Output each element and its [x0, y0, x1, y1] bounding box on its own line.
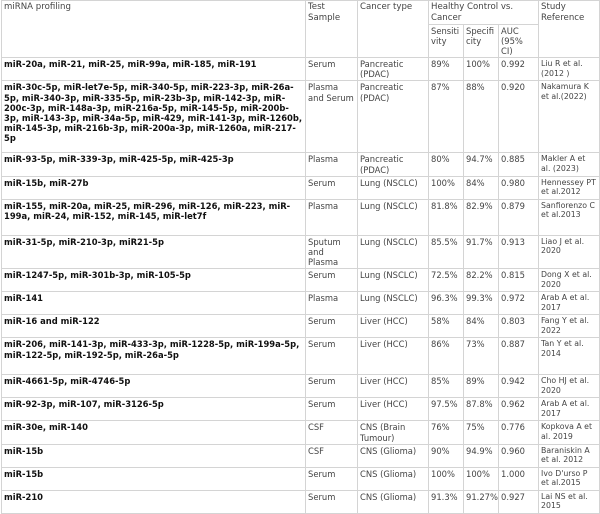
- mirna-profiling-cell: miR-15b: [2, 444, 306, 467]
- cancer-type-cell: Lung (NSCLC): [358, 176, 429, 199]
- table-row: [2, 398, 600, 421]
- specificity-cell: 82.2%: [464, 269, 499, 292]
- cancer-type-cell: Liver (HCC): [358, 338, 429, 375]
- cancer-type-cell: Pancreatic (PDAC): [358, 153, 429, 176]
- cancer-type-cell: CNS (Brain Tumour): [358, 421, 429, 444]
- specificity-cell: 91.7%: [464, 235, 499, 269]
- auc-cell: 0.776: [499, 421, 539, 444]
- study-reference-cell: Tan Y et al. 2014: [539, 338, 600, 375]
- table-row: [2, 235, 600, 269]
- mirna-profiling-cell: miR-92-3p, miR-107, miR-3126-5p: [2, 398, 306, 421]
- study-reference-cell: Baraniskin A et al. 2012: [539, 444, 600, 467]
- table-row: [2, 58, 600, 81]
- table-row: [2, 467, 600, 490]
- study-reference-cell: Arab A et al. 2017: [539, 398, 600, 421]
- sensitivity-cell: 91.3%: [429, 490, 464, 513]
- auc-cell: 0.913: [499, 235, 539, 269]
- cancer-type-cell: CNS (Glioma): [358, 444, 429, 467]
- auc-cell: 1.000: [499, 467, 539, 490]
- mirna-profiling-cell: miR-15b: [2, 467, 306, 490]
- mirna-profiling-cell: miR-16 and miR-122: [2, 315, 306, 338]
- auc-cell: 0.920: [499, 81, 539, 153]
- header-specificity: Specificity: [464, 25, 499, 58]
- test-sample-cell: Serum: [306, 176, 358, 199]
- sensitivity-cell: 58%: [429, 315, 464, 338]
- auc-cell: 0.992: [499, 58, 539, 81]
- sensitivity-cell: 81.8%: [429, 199, 464, 235]
- header-healthy-vs-cancer: Healthy Control vs. Cancer: [429, 1, 539, 25]
- sensitivity-cell: 96.3%: [429, 292, 464, 315]
- cancer-type-cell: Pancreatic (PDAC): [358, 81, 429, 153]
- mirna-profiling-cell: miR-141: [2, 292, 306, 315]
- table-row: [2, 375, 600, 398]
- test-sample-cell: CSF: [306, 444, 358, 467]
- table-row: [2, 199, 600, 235]
- specificity-cell: 94.9%: [464, 444, 499, 467]
- cancer-type-cell: Pancreatic (PDAC): [358, 58, 429, 81]
- table-row: [2, 315, 600, 338]
- sensitivity-cell: 85%: [429, 375, 464, 398]
- mirna-profiling-cell: miR-4661-5p, miR-4746-5p: [2, 375, 306, 398]
- sensitivity-cell: 90%: [429, 444, 464, 467]
- study-reference-cell: Ivo D'urso P et al.2015: [539, 467, 600, 490]
- specificity-cell: 91.27%: [464, 490, 499, 513]
- cancer-type-cell: Lung (NSCLC): [358, 235, 429, 269]
- test-sample-cell: Serum: [306, 398, 358, 421]
- sensitivity-cell: 86%: [429, 338, 464, 375]
- study-reference-cell: Lai NS et al. 2015: [539, 490, 600, 513]
- study-reference-cell: Liu R et al. (2012 ): [539, 58, 600, 81]
- header-mirna-profiling: miRNA profiling: [2, 1, 306, 58]
- table-row: [2, 444, 600, 467]
- header-auc: AUC (95% CI): [499, 25, 539, 58]
- test-sample-cell: Plasma: [306, 199, 358, 235]
- auc-cell: 0.879: [499, 199, 539, 235]
- test-sample-cell: Serum: [306, 269, 358, 292]
- test-sample-cell: Serum: [306, 467, 358, 490]
- mirna-profiling-cell: miR-15b, miR-27b: [2, 176, 306, 199]
- sensitivity-cell: 89%: [429, 58, 464, 81]
- cancer-type-cell: Liver (HCC): [358, 398, 429, 421]
- table-row: [2, 269, 600, 292]
- table-row: [2, 176, 600, 199]
- cancer-type-cell: Lung (NSCLC): [358, 269, 429, 292]
- mirna-profiling-cell: miR-206, miR-141-3p, miR-433-3p, miR-1228-5p, miR-199a-5p, miR-122-5p, miR-192-5p, miR-26a-5p: [2, 338, 306, 375]
- auc-cell: 0.972: [499, 292, 539, 315]
- auc-cell: 0.927: [499, 490, 539, 513]
- specificity-cell: 100%: [464, 467, 499, 490]
- sensitivity-cell: 85.5%: [429, 235, 464, 269]
- sensitivity-cell: 72.5%: [429, 269, 464, 292]
- header-cancer-type: Cancer type: [358, 1, 429, 58]
- specificity-cell: 73%: [464, 338, 499, 375]
- test-sample-cell: Plasma: [306, 292, 358, 315]
- specificity-cell: 84%: [464, 176, 499, 199]
- auc-cell: 0.887: [499, 338, 539, 375]
- table-row: [2, 292, 600, 315]
- auc-cell: 0.803: [499, 315, 539, 338]
- study-reference-cell: Sanfiorenzo C et al.2013: [539, 199, 600, 235]
- sensitivity-cell: 100%: [429, 467, 464, 490]
- header-study-reference: Study Reference: [539, 1, 600, 58]
- test-sample-cell: Sputum and Plasma: [306, 235, 358, 269]
- test-sample-cell: Plasma and Serum: [306, 81, 358, 153]
- study-reference-cell: Cho HJ et al. 2020: [539, 375, 600, 398]
- table-row: [2, 338, 600, 375]
- table-row: [2, 490, 600, 513]
- sensitivity-cell: 97.5%: [429, 398, 464, 421]
- mirna-profiling-table: [1, 0, 600, 514]
- cancer-type-cell: CNS (Glioma): [358, 490, 429, 513]
- auc-cell: 0.942: [499, 375, 539, 398]
- mirna-profiling-cell: miR-155, miR-20a, miR-25, miR-296, miR-126, miR-223, miR-199a, miR-24, miR-152, miR-145, miR-let7f: [2, 199, 306, 235]
- specificity-cell: 99.3%: [464, 292, 499, 315]
- mirna-profiling-cell: miR-210: [2, 490, 306, 513]
- sensitivity-cell: 87%: [429, 81, 464, 153]
- test-sample-cell: Plasma: [306, 153, 358, 176]
- study-reference-cell: Arab A et al. 2017: [539, 292, 600, 315]
- mirna-profiling-cell: miR-31-5p, miR-210-3p, miR21-5p: [2, 235, 306, 269]
- cancer-type-cell: Liver (HCC): [358, 375, 429, 398]
- study-reference-cell: Nakamura K et al.(2022): [539, 81, 600, 153]
- cancer-type-cell: Lung (NSCLC): [358, 292, 429, 315]
- study-reference-cell: Hennessey PT et al.2012: [539, 176, 600, 199]
- cancer-type-cell: Lung (NSCLC): [358, 199, 429, 235]
- mirna-profiling-cell: miR-93-5p, miR-339-3p, miR-425-5p, miR-425-3p: [2, 153, 306, 176]
- test-sample-cell: Serum: [306, 375, 358, 398]
- test-sample-cell: CSF: [306, 421, 358, 444]
- table-row: [2, 153, 600, 176]
- study-reference-cell: Liao J et al. 2020: [539, 235, 600, 269]
- auc-cell: 0.885: [499, 153, 539, 176]
- test-sample-cell: Serum: [306, 338, 358, 375]
- study-reference-cell: Fang Y et al. 2022: [539, 315, 600, 338]
- specificity-cell: 100%: [464, 58, 499, 81]
- specificity-cell: 75%: [464, 421, 499, 444]
- sensitivity-cell: 100%: [429, 176, 464, 199]
- header-test-sample: Test Sample: [306, 1, 358, 58]
- mirna-profiling-cell: miR-30e, miR-140: [2, 421, 306, 444]
- study-reference-cell: Dong X et al. 2020: [539, 269, 600, 292]
- test-sample-cell: Serum: [306, 58, 358, 81]
- cancer-type-cell: CNS (Glioma): [358, 467, 429, 490]
- auc-cell: 0.960: [499, 444, 539, 467]
- specificity-cell: 84%: [464, 315, 499, 338]
- specificity-cell: 94.7%: [464, 153, 499, 176]
- mirna-profiling-cell: miR-30c-5p, miR-let7e-5p, miR-340-5p, miR-223-3p, miR-26a-5p, miR-340-3p, miR-335-5p, miR-23b-3p, miR-142-3p, miR-200c-3p, miR-148a-3p, miR-216a-5p, miR-145-5p, miR-200b-3p, miR-143-3p, miR-34a-5p, miR-429, miR-141-3p, miR-1260b, miR-145-3p, miR-216b-3p, miR-200a-3p, miR-1260a, miR-217-5p: [2, 81, 306, 153]
- cancer-type-cell: Liver (HCC): [358, 315, 429, 338]
- auc-cell: 0.980: [499, 176, 539, 199]
- test-sample-cell: Serum: [306, 490, 358, 513]
- specificity-cell: 82.9%: [464, 199, 499, 235]
- table-row: [2, 421, 600, 444]
- auc-cell: 0.962: [499, 398, 539, 421]
- specificity-cell: 87.8%: [464, 398, 499, 421]
- sensitivity-cell: 80%: [429, 153, 464, 176]
- sensitivity-cell: 76%: [429, 421, 464, 444]
- specificity-cell: 89%: [464, 375, 499, 398]
- mirna-profiling-cell: miR-20a, miR-21, miR-25, miR-99a, miR-185, miR-191: [2, 58, 306, 81]
- mirna-profiling-cell: miR-1247-5p, miR-301b-3p, miR-105-5p: [2, 269, 306, 292]
- study-reference-cell: Kopkova A et al. 2019: [539, 421, 600, 444]
- table-row: [2, 81, 600, 153]
- auc-cell: 0.815: [499, 269, 539, 292]
- specificity-cell: 88%: [464, 81, 499, 153]
- test-sample-cell: Serum: [306, 315, 358, 338]
- header-sensitivity: Sensitivity: [429, 25, 464, 58]
- study-reference-cell: Makler A et al. (2023): [539, 153, 600, 176]
